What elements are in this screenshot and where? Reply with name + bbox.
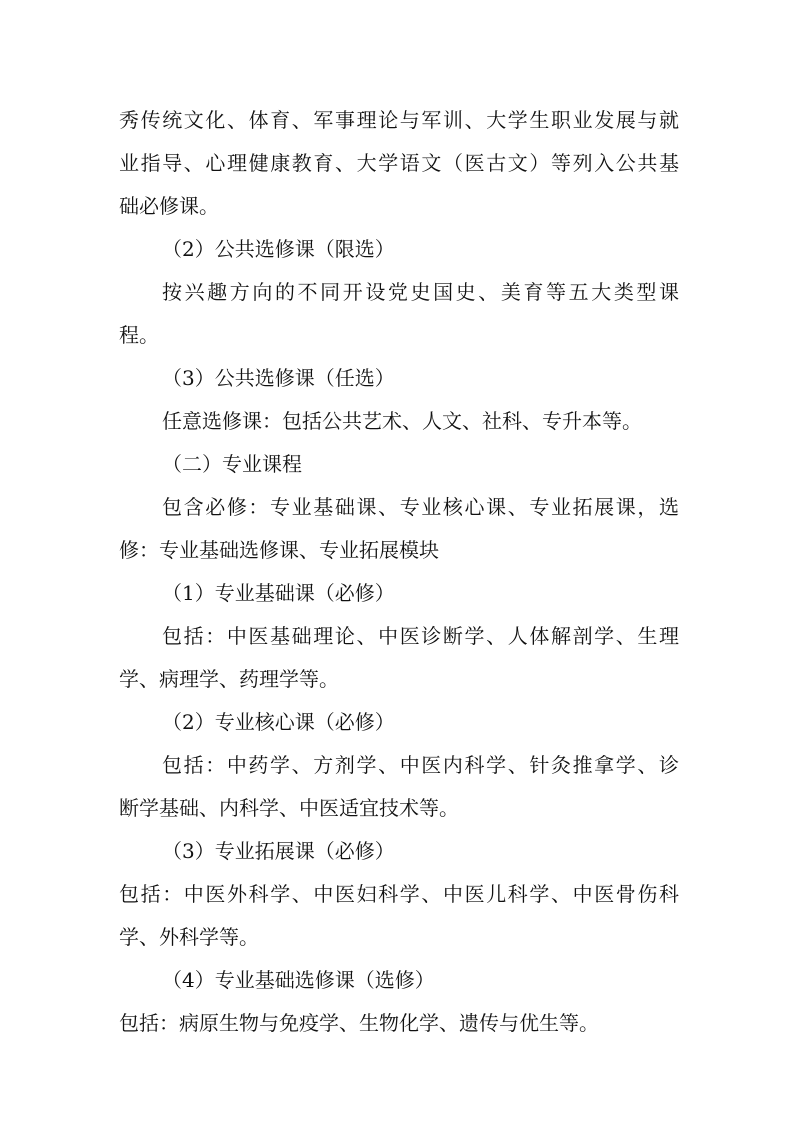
body-text-line: 包括：中药学、方剂学、中医内科学、针灸推拿学、诊 — [162, 753, 679, 777]
body-text-line: 秀传统文化、体育、军事理论与军训、大学生职业发展与就 — [119, 108, 679, 132]
body-text-line: 学、外科学等。 — [119, 925, 259, 949]
body-text-line: 断学基础、内科学、中医适宜技术等。 — [119, 796, 459, 820]
section-heading: （1）专业基础课（必修） — [162, 581, 395, 605]
body-text-line: 包括：病原生物与免疫学、生物化学、遗传与优生等。 — [119, 1011, 599, 1035]
section-heading: （2）专业核心课（必修） — [162, 710, 395, 734]
body-text-line: 任意选修课：包括公共艺术、人文、社科、专升本等。 — [162, 409, 642, 433]
body-text-line: 包括：中医基础理论、中医诊断学、人体解剖学、生理 — [162, 624, 679, 648]
section-heading: （二）专业课程 — [162, 452, 302, 476]
body-text-line: 业指导、心理健康教育、大学语文（医古文）等列入公共基 — [119, 151, 679, 175]
body-text-line: 础必修课。 — [119, 194, 219, 218]
section-heading: （4）专业基础选修课（选修） — [162, 968, 435, 992]
body-text-line: 修：专业基础选修课、专业拓展模块 — [119, 538, 439, 562]
section-heading: （3）公共选修课（任选） — [162, 366, 395, 390]
body-text-line: 按兴趣方向的不同开设党史国史、美育等五大类型课 — [162, 280, 679, 304]
section-heading: （2）公共选修课（限选） — [162, 237, 395, 261]
body-text-line: 学、病理学、药理学等。 — [119, 667, 339, 691]
body-text-line: 程。 — [119, 323, 159, 347]
body-text-line: 包括：中医外科学、中医妇科学、中医儿科学、中医骨伤科 — [119, 882, 679, 906]
body-text-line: 包含必修：专业基础课、专业核心课、专业拓展课，选 — [162, 495, 679, 519]
section-heading: （3）专业拓展课（必修） — [162, 839, 395, 863]
